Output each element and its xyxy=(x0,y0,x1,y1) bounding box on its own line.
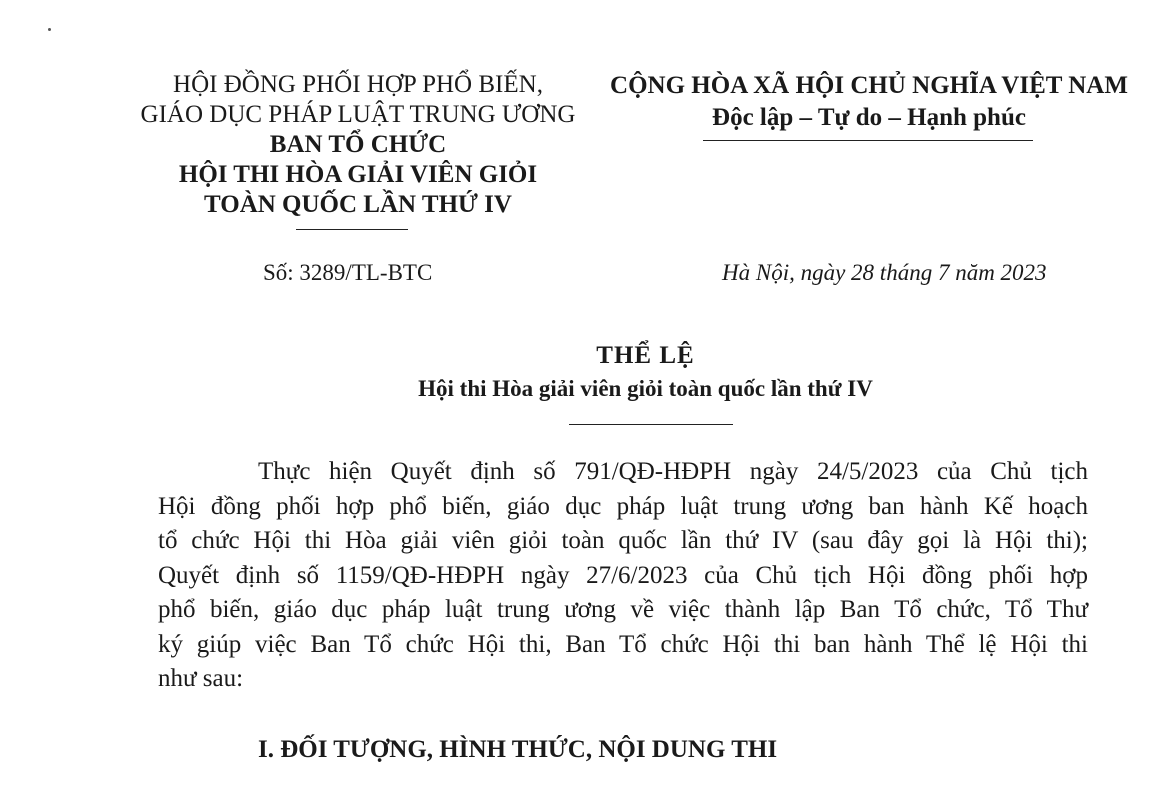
title-divider xyxy=(569,424,733,425)
right-header-divider xyxy=(703,140,1033,141)
place-and-date: Hà Nội, ngày 28 tháng 7 năm 2023 xyxy=(722,260,1047,285)
section-heading: I. ĐỐI TƯỢNG, HÌNH THỨC, NỘI DUNG THI xyxy=(258,736,778,763)
paragraph-line: tổ chức Hội thi Hòa giải viên giỏi toàn quốc lần thứ IV (sau đây gọi là Hội thi); xyxy=(158,527,1088,554)
left-header-divider xyxy=(296,229,408,230)
national-motto: Độc lập – Tự do – Hạnh phúc xyxy=(712,104,1026,131)
paragraph-line: Thực hiện Quyết định số 791/QĐ-HĐPH ngày 24/5/2023 của Chủ tịch xyxy=(258,458,1088,485)
organizing-board-line: BAN TỔ CHỨC xyxy=(269,131,447,158)
paragraph-line: như sau: xyxy=(158,665,244,692)
paragraph-line: ký giúp việc Ban Tổ chức Hội thi, Ban Tổ chức Hội thi ban hành Thể lệ Hội thi xyxy=(158,630,1088,658)
document-title: THỂ LỆ xyxy=(596,342,695,369)
contest-name-line-2: TOÀN QUỐC LẦN THỨ IV xyxy=(204,191,512,218)
country-name: CỘNG HÒA XÃ HỘI CHỦ NGHĨA VIỆT NAM xyxy=(610,72,1128,99)
paragraph-line: Quyết định số 1159/QĐ-HĐPH ngày 27/6/2023 của Chủ tịch Hội đồng phối hợp xyxy=(158,561,1088,589)
national-motto-block xyxy=(600,70,1138,134)
authority-line-1: HỘI ĐỒNG PHỐI HỢP PHỔ BIẾN, xyxy=(173,71,543,98)
paragraph-line: Hội đồng phối hợp phổ biến, giáo dục pháp luật trung ương ban hành Kế hoạch xyxy=(158,492,1088,520)
authority-line-2: GIÁO DỤC PHÁP LUẬT TRUNG ƯƠNG xyxy=(140,101,576,128)
document-title-block xyxy=(0,340,1163,406)
document-subtitle: Hội thi Hòa giải viên giỏi toàn quốc lần thứ IV xyxy=(418,376,873,401)
issuing-authority-block xyxy=(120,70,596,220)
contest-name-line-1: HỘI THI HÒA GIẢI VIÊN GIỎI xyxy=(178,161,538,188)
document-number: Số: 3289/TL-BTC xyxy=(263,260,433,285)
scan-speck xyxy=(48,28,51,31)
paragraph-line: phổ biến, giáo dục pháp luật trung ương về việc thành lập Ban Tổ chức, Tổ Thư xyxy=(158,596,1088,623)
preamble-paragraph xyxy=(158,455,1088,697)
